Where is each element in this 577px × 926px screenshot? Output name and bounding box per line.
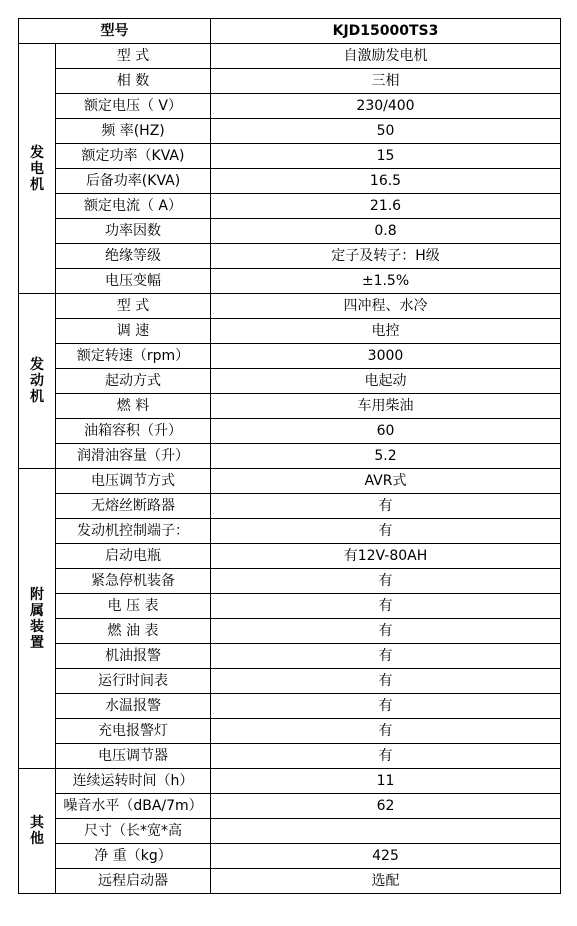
spec-row — [19, 369, 561, 394]
spec-label: 连续运转时间（h） — [56, 769, 211, 794]
spec-label: 运行时间表 — [56, 669, 211, 694]
spec-value: AVR式 — [211, 469, 561, 494]
spec-value: 230/400 — [211, 94, 561, 119]
model-value: KJD15000TS3 — [211, 19, 561, 44]
spec-row — [19, 569, 561, 594]
spec-row — [19, 519, 561, 544]
spec-row — [19, 94, 561, 119]
spec-row — [19, 469, 561, 494]
spec-value: 电控 — [211, 319, 561, 344]
spec-value: 15 — [211, 144, 561, 169]
spec-value: 有 — [211, 719, 561, 744]
spec-row — [19, 819, 561, 844]
spec-label: 相 数 — [56, 69, 211, 94]
spec-label: 电压调节方式 — [56, 469, 211, 494]
spec-label: 启动电瓶 — [56, 544, 211, 569]
spec-value: 电起动 — [211, 369, 561, 394]
spec-value: 11 — [211, 769, 561, 794]
spec-row — [19, 444, 561, 469]
spec-label: 电压变幅 — [56, 269, 211, 294]
section-name — [19, 469, 56, 769]
spec-table-body — [19, 19, 561, 894]
spec-value: 60 — [211, 419, 561, 444]
spec-row — [19, 219, 561, 244]
spec-value: 有 — [211, 619, 561, 644]
spec-row — [19, 244, 561, 269]
spec-row — [19, 619, 561, 644]
spec-row — [19, 544, 561, 569]
spec-row — [19, 269, 561, 294]
spec-label: 远程启动器 — [56, 869, 211, 894]
spec-label: 后备功率(KVA) — [56, 169, 211, 194]
header-row — [19, 19, 561, 44]
spec-label: 功率因数 — [56, 219, 211, 244]
spec-value: 有 — [211, 519, 561, 544]
spec-row — [19, 694, 561, 719]
model-label: 型号 — [19, 19, 211, 44]
spec-label: 电压调节器 — [56, 744, 211, 769]
spec-value: 有 — [211, 644, 561, 669]
spec-row — [19, 794, 561, 819]
spec-value: 有12V-80AH — [211, 544, 561, 569]
spec-row — [19, 669, 561, 694]
spec-value: 5.2 — [211, 444, 561, 469]
spec-value: 定子及转子：H级 — [211, 244, 561, 269]
section-name-text: 其他 — [30, 815, 44, 847]
spec-value: 21.6 — [211, 194, 561, 219]
spec-row — [19, 194, 561, 219]
spec-row — [19, 69, 561, 94]
spec-label: 额定电流（ A） — [56, 194, 211, 219]
spec-label: 油箱容积（升） — [56, 419, 211, 444]
spec-label: 型 式 — [56, 294, 211, 319]
spec-label: 无熔丝断路器 — [56, 494, 211, 519]
spec-row — [19, 169, 561, 194]
section-name — [19, 44, 56, 294]
spec-label: 绝缘等级 — [56, 244, 211, 269]
spec-value: 车用柴油 — [211, 394, 561, 419]
spec-label: 频 率(HZ) — [56, 119, 211, 144]
spec-label: 额定功率（KVA) — [56, 144, 211, 169]
spec-row — [19, 144, 561, 169]
spec-row — [19, 644, 561, 669]
spec-row — [19, 769, 561, 794]
spec-row — [19, 319, 561, 344]
spec-value: 有 — [211, 494, 561, 519]
spec-label: 润滑油容量（升） — [56, 444, 211, 469]
spec-label: 发动机控制端子： — [56, 519, 211, 544]
spec-value: ±1.5% — [211, 269, 561, 294]
spec-value: 三相 — [211, 69, 561, 94]
spec-row — [19, 294, 561, 319]
spec-row — [19, 394, 561, 419]
spec-label: 电 压 表 — [56, 594, 211, 619]
spec-row — [19, 844, 561, 869]
spec-label: 燃 料 — [56, 394, 211, 419]
spec-row — [19, 494, 561, 519]
section-name-text: 发电机 — [30, 144, 44, 193]
spec-value: 自激励发电机 — [211, 44, 561, 69]
spec-label: 起动方式 — [56, 369, 211, 394]
spec-label: 额定电压（ V） — [56, 94, 211, 119]
section-name-text: 发动机 — [30, 357, 44, 405]
spec-label: 额定转速（rpm） — [56, 344, 211, 369]
spec-label: 充电报警灯 — [56, 719, 211, 744]
section-name-text: 附属装置 — [30, 586, 44, 651]
spec-row — [19, 594, 561, 619]
spec-label: 净 重（kg） — [56, 844, 211, 869]
spec-value: 3000 — [211, 344, 561, 369]
spec-row — [19, 744, 561, 769]
spec-label: 噪音水平（dBA/7m） — [56, 794, 211, 819]
spec-value: 425 — [211, 844, 561, 869]
spec-label: 燃 油 表 — [56, 619, 211, 644]
spec-value: 有 — [211, 694, 561, 719]
spec-label: 机油报警 — [56, 644, 211, 669]
spec-label: 尺寸（长*宽*高 — [56, 819, 211, 844]
spec-label: 调 速 — [56, 319, 211, 344]
spec-label: 型 式 — [56, 44, 211, 69]
spec-value: 62 — [211, 794, 561, 819]
spec-value: 0.8 — [211, 219, 561, 244]
spec-row — [19, 344, 561, 369]
spec-row — [19, 719, 561, 744]
spec-value: 四冲程、水冷 — [211, 294, 561, 319]
spec-label: 水温报警 — [56, 694, 211, 719]
spec-row — [19, 419, 561, 444]
spec-value: 有 — [211, 594, 561, 619]
spec-label: 紧急停机装备 — [56, 569, 211, 594]
spec-value: 选配 — [211, 869, 561, 894]
spec-table — [18, 18, 561, 894]
spec-value: 有 — [211, 669, 561, 694]
spec-value: 50 — [211, 119, 561, 144]
spec-row — [19, 44, 561, 69]
spec-value: 有 — [211, 569, 561, 594]
spec-row — [19, 119, 561, 144]
spec-row — [19, 869, 561, 894]
spec-value — [211, 819, 561, 844]
section-name — [19, 769, 56, 894]
section-name — [19, 294, 56, 469]
spec-value: 16.5 — [211, 169, 561, 194]
spec-value: 有 — [211, 744, 561, 769]
